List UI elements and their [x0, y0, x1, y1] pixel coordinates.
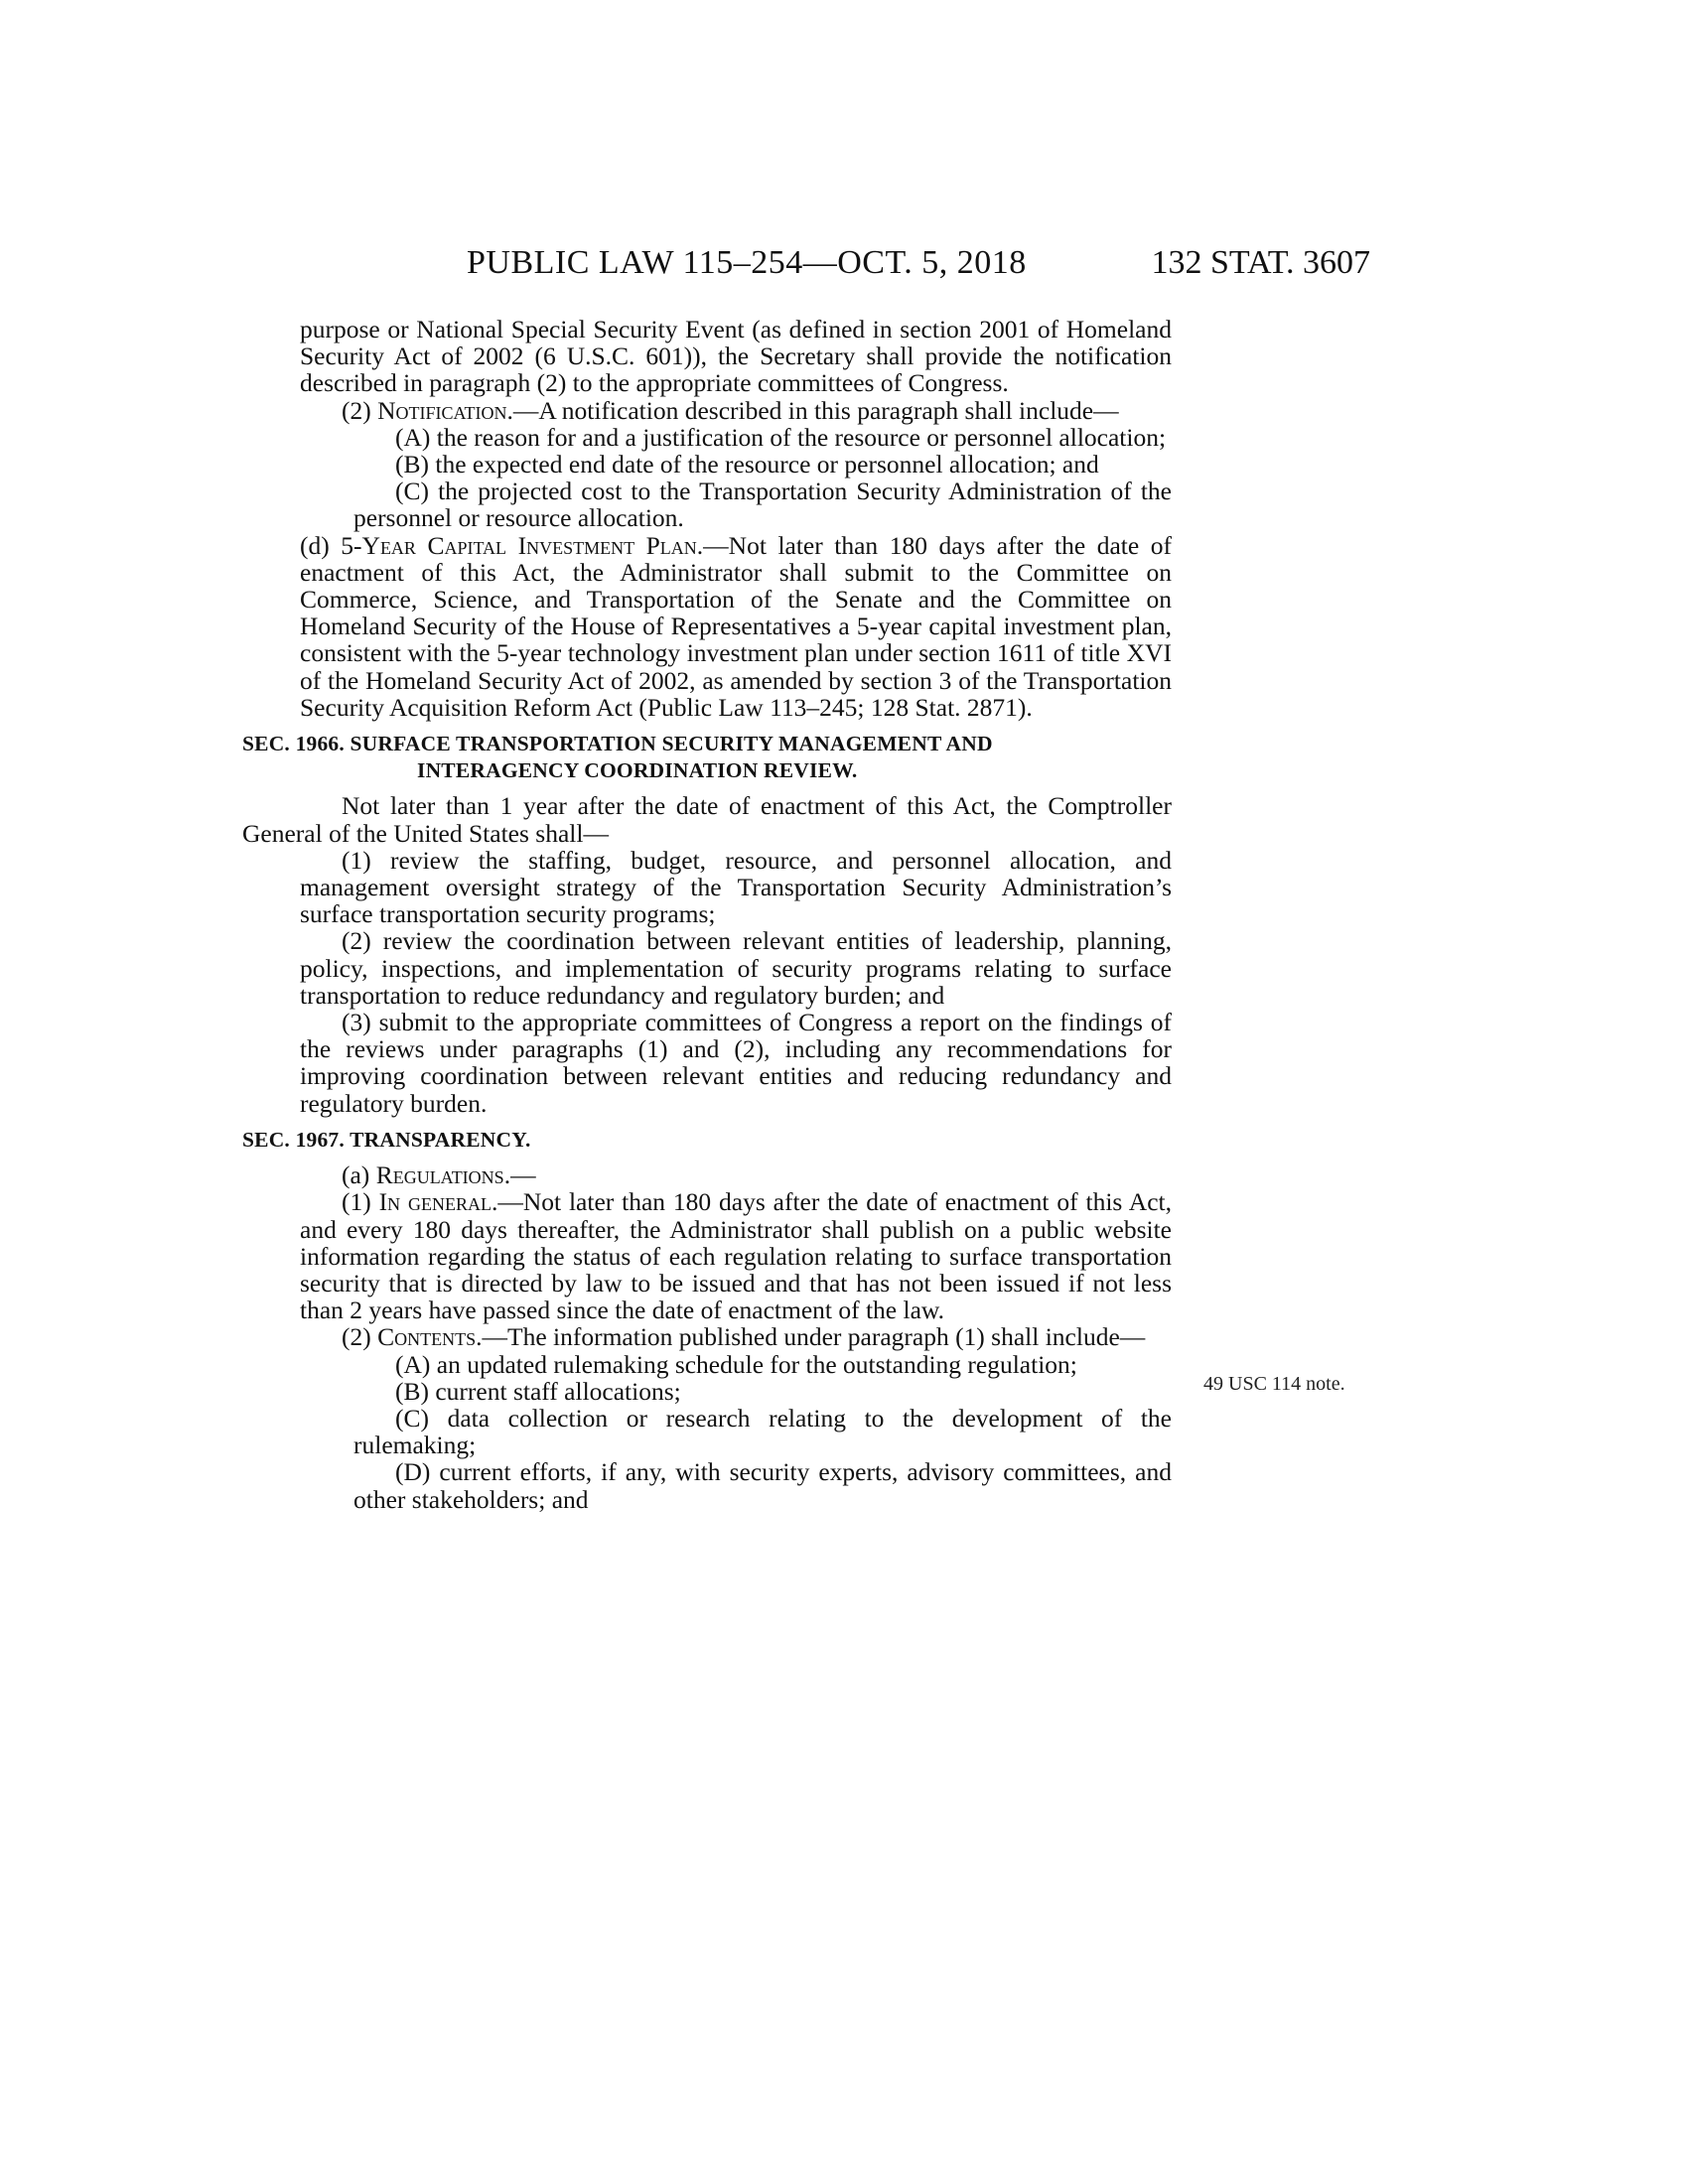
- paragraph-continued: purpose or National Special Security Event (as defined in section 2001 of Homeland Security Act of 2002 (6 U.S.C. 601)), the Secretary shall provide the notification described in paragraph (2) to the appropriate committees of Congress.: [300, 315, 1172, 398]
- regulations-heading-paragraph: (a) Regulations.—: [342, 1160, 536, 1190]
- document-body: [242, 315, 1172, 1514]
- subparagraph-a: (A) the reason for and a justification of the resource or personnel allocation;: [395, 422, 1167, 452]
- contents-item-c: (C) data collection or research relating to the development of the rulemaking;: [353, 1403, 1172, 1460]
- margin-note-usc: 49 USC 114 note.: [1203, 1373, 1345, 1395]
- notification-heading: Notification: [377, 395, 507, 425]
- in-general-paragraph: (1) In general.—Not later than 180 days after the date of enactment of this Act, and every 180 days thereafter, the Administrator shall publish on a public website information regarding the status of each regulation relating to surface transportation security that is directed by law to be issued and that has not been issued if not less than 2 years have passed since the date of enactment of the law.: [300, 1187, 1172, 1325]
- section-1966-item-2: (2) review the coordination between relevant entities of leadership, planning, policy, inspections, and implementation of security programs relating to surface transportation to reduce redundancy and regulatory burden; and: [300, 926, 1172, 1010]
- section-1966-item-1: (1) review the staffing, budget, resource, and personnel allocation, and management oversight strategy of the Transportation Security Administration’s surface transportation security programs;: [300, 845, 1172, 929]
- public-law-title: PUBLIC LAW 115–254—OCT. 5, 2018: [467, 244, 1027, 281]
- contents-item-a: (A) an updated rulemaking schedule for the outstanding regulation;: [395, 1349, 1077, 1379]
- notification-paragraph: (2) Notification.—A notification described in this paragraph shall include—: [342, 395, 1119, 425]
- subparagraph-b: (B) the expected end date of the resource or personnel allocation; and: [395, 450, 1099, 479]
- section-1966-intro: Not later than 1 year after the date of enactment of this Act, the Comptroller General of the United States shall—: [242, 791, 1172, 848]
- section-1967-heading: SEC. 1967. TRANSPARENCY.: [242, 1127, 531, 1152]
- contents-item-d: (D) current efforts, if any, with security experts, advisory committees, and other stakeholders; and: [353, 1457, 1172, 1514]
- capital-plan-paragraph: (d) 5-Year Capital Investment Plan.—Not later than 180 days after the date of enactment of this Act, the Administrator shall submit to the Committee on Commerce, Science, and Transportation of the Senate and the Committee on Homeland Security of the House of Representatives a 5-year capital investment plan, consistent with the 5-year technology investment plan under section 1611 of title XVI of the Homeland Security Act of 2002, as amended by section 3 of the Transportation Security Acquisition Reform Act (Public Law 113–245; 128 Stat. 2871).: [300, 530, 1172, 722]
- section-1966-heading: SEC. 1966. SURFACE TRANSPORTATION SECURITY MANAGEMENT AND INTERAGENCY COORDINATION REVIEW.: [242, 732, 993, 783]
- in-general-heading: In general: [378, 1187, 492, 1217]
- subparagraph-c: (C) the projected cost to the Transportation Security Administration of the personnel or resource allocation.: [353, 477, 1172, 533]
- section-1966-item-3: (3) submit to the appropriate committees of Congress a report on the findings of the reviews under paragraphs (1) and (2), including any recommendations for improving coordination between relevant entities and reducing redundancy and regulatory burden.: [300, 1008, 1172, 1118]
- contents-item-b: (B) current staff allocations;: [395, 1376, 681, 1406]
- statute-page-number: 132 STAT. 3607: [1151, 244, 1370, 281]
- contents-heading: Contents: [377, 1322, 477, 1352]
- capital-plan-heading: 5-Year Capital Investment Plan: [341, 530, 697, 560]
- page-header: [298, 244, 1370, 284]
- regulations-heading: Regulations: [375, 1160, 504, 1190]
- contents-paragraph: (2) Contents.—The information published under paragraph (1) shall include—: [342, 1322, 1146, 1352]
